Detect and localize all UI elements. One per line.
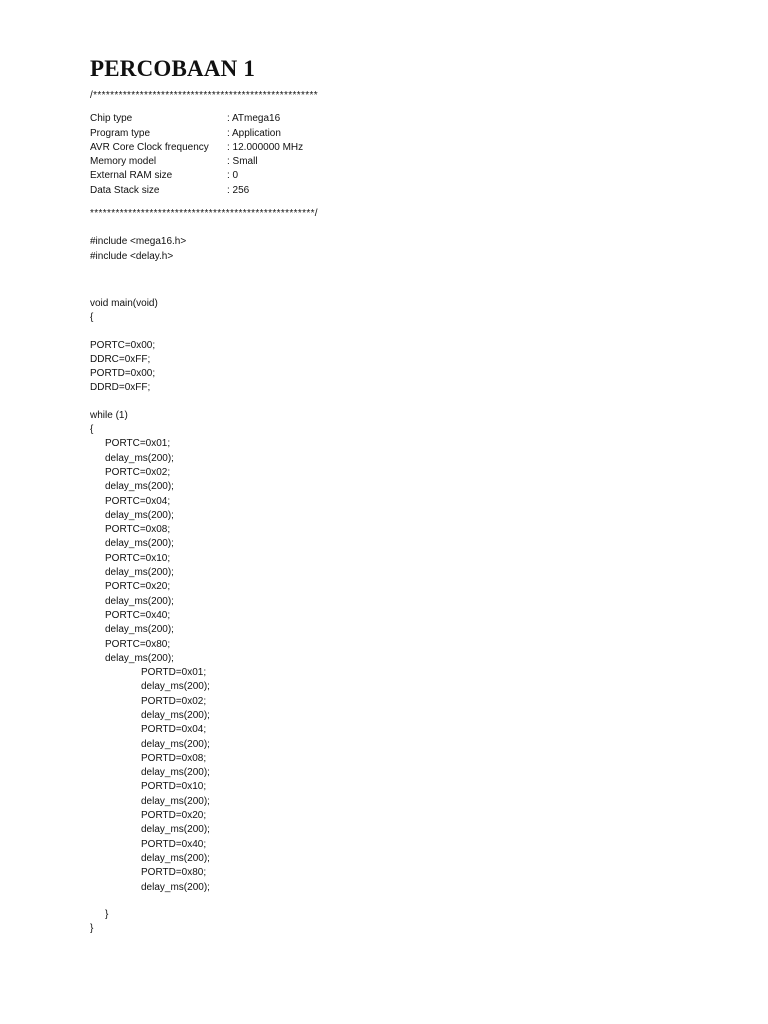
include-line: #include <delay.h> xyxy=(90,250,174,262)
code-line: delay_ms(200); xyxy=(105,595,174,607)
config-value: : Application xyxy=(227,127,281,139)
code-line: delay_ms(200); xyxy=(141,824,210,836)
code-line: delay_ms(200); xyxy=(141,767,210,779)
init-line: PORTC=0x00; xyxy=(90,339,156,351)
code-line: delay_ms(200); xyxy=(141,681,210,693)
code-line: delay_ms(200); xyxy=(141,852,210,864)
code-line: delay_ms(200); xyxy=(105,624,174,636)
config-value: : 12.000000 MHz xyxy=(227,141,304,153)
code-line: delay_ms(200); xyxy=(141,738,210,750)
main-open-brace: { xyxy=(90,312,94,324)
main-close-brace: } xyxy=(90,923,94,935)
config-row xyxy=(90,184,730,198)
while-line: while (1) xyxy=(90,409,128,421)
config-row xyxy=(90,127,730,141)
code-line: PORTC=0x04; xyxy=(105,495,171,507)
config-row xyxy=(90,169,730,183)
config-row xyxy=(90,112,730,126)
config-key: Program type xyxy=(90,127,151,139)
code-line: delay_ms(200); xyxy=(105,538,174,550)
document-page xyxy=(90,55,730,936)
page-title: PERCOBAAN 1 xyxy=(90,56,256,81)
code-line: delay_ms(200); xyxy=(105,509,174,521)
code-line: delay_ms(200); xyxy=(141,881,210,893)
init-line: DDRD=0xFF; xyxy=(90,382,151,394)
init-line: DDRC=0xFF; xyxy=(90,353,151,365)
while-close-brace: } xyxy=(105,908,109,920)
config-value: : Small xyxy=(227,156,258,168)
code-line: PORTD=0x01; xyxy=(141,667,207,679)
comment-close: *****************************************************/ xyxy=(90,208,318,220)
code-line: PORTD=0x02; xyxy=(141,695,207,707)
include-line: #include <mega16.h> xyxy=(90,236,187,248)
code-line: PORTC=0x02; xyxy=(105,466,171,478)
config-key: AVR Core Clock frequency xyxy=(90,141,209,153)
code-line: PORTC=0x40; xyxy=(105,609,171,621)
config-key: Chip type xyxy=(90,113,133,125)
code-line: PORTC=0x08; xyxy=(105,524,171,536)
config-row xyxy=(90,141,730,155)
config-key: Data Stack size xyxy=(90,184,160,196)
code-line: PORTD=0x20; xyxy=(141,810,207,822)
code-line: delay_ms(200); xyxy=(141,795,210,807)
chip-config-table xyxy=(90,112,730,198)
init-line: PORTD=0x00; xyxy=(90,368,156,380)
code-line: PORTD=0x80; xyxy=(141,867,207,879)
code-line: delay_ms(200); xyxy=(105,652,174,664)
config-row xyxy=(90,155,730,169)
code-line: PORTD=0x08; xyxy=(141,752,207,764)
config-key: External RAM size xyxy=(90,170,173,182)
while-open-brace: { xyxy=(90,424,94,436)
code-line: PORTD=0x10; xyxy=(141,781,207,793)
comment-open: /***************************************************** xyxy=(90,90,318,101)
code-line: PORTC=0x20; xyxy=(105,581,171,593)
config-key: Memory model xyxy=(90,156,157,168)
config-value: : 256 xyxy=(227,184,250,196)
code-line: delay_ms(200); xyxy=(105,567,174,579)
code-line: PORTC=0x10; xyxy=(105,552,171,564)
main-signature: void main(void) xyxy=(90,297,158,309)
code-line: PORTD=0x04; xyxy=(141,724,207,736)
config-value: : ATmega16 xyxy=(227,113,281,125)
portc-block xyxy=(90,437,730,666)
code-line: PORTC=0x01; xyxy=(105,438,171,450)
code-line: PORTD=0x40; xyxy=(141,838,207,850)
code-line: delay_ms(200); xyxy=(141,709,210,721)
code-line: delay_ms(200); xyxy=(105,481,174,493)
code-line: delay_ms(200); xyxy=(105,452,174,464)
config-value: : 0 xyxy=(227,170,239,182)
code-line: PORTC=0x80; xyxy=(105,638,171,650)
portd-block xyxy=(90,666,730,895)
